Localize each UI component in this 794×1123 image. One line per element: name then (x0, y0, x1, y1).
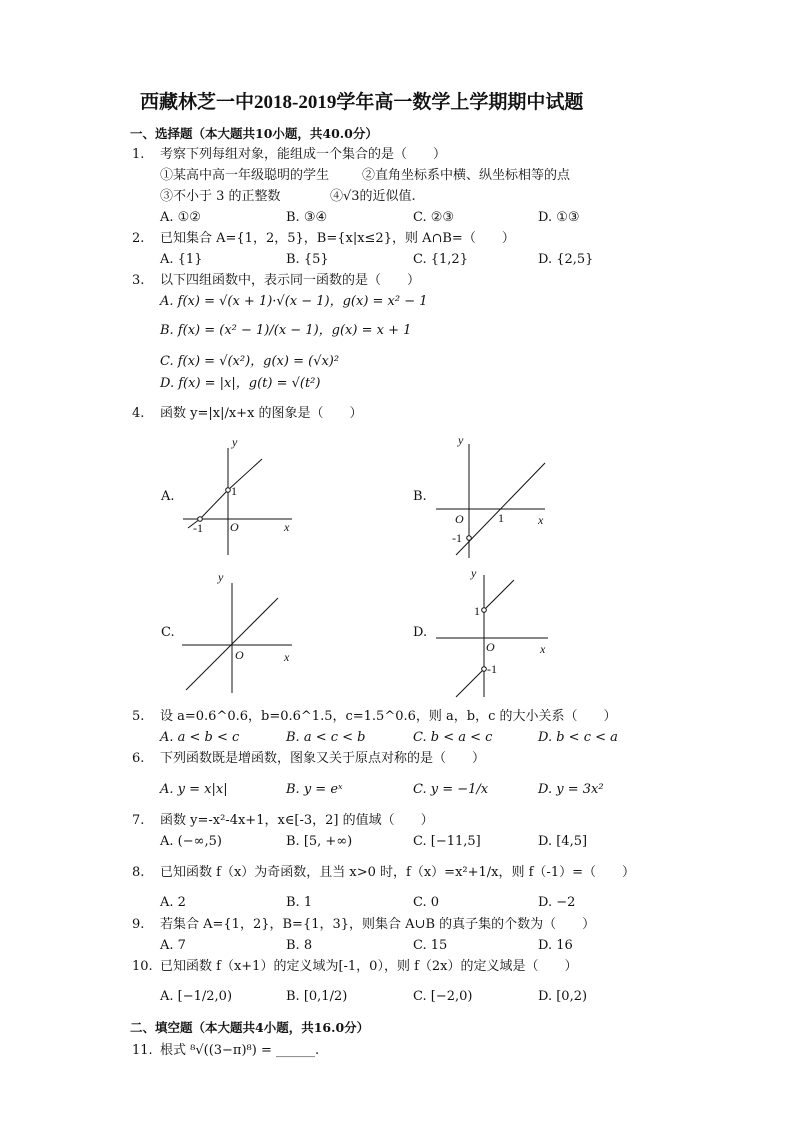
q1-item-1: ①某高中高一年级聪明的学生 (160, 168, 330, 183)
q5-option-a: A. a < b < c (160, 730, 240, 745)
q3-option-d: D. f(x) = |x|，g(t) = √(t²) (160, 376, 321, 391)
graph-a-origin: O (230, 520, 239, 534)
q5-option-b: B. a < c < b (286, 730, 366, 745)
q8-option-b: B. 1 (286, 895, 313, 910)
q1-item-3: ③不小于 3 的正整数 (160, 189, 281, 204)
graph-a-y-label: y (232, 435, 238, 449)
q10-option-b: B. [0,1/2) (286, 989, 348, 1004)
q6-option-b: B. y = eˣ (286, 782, 343, 797)
q7-option-c: C. [−11,5] (413, 834, 481, 849)
q2-option-d: D. {2,5} (538, 252, 594, 267)
q11-stem: 根式 ⁸√((3−π)⁸) = ______. (160, 1043, 320, 1058)
graph-d-y-label: y (471, 566, 477, 580)
q7-number: 7. (132, 813, 145, 828)
q3-option-a: A. f(x) = √(x + 1)·√(x − 1)，g(x) = x² − 1 (160, 294, 428, 309)
q5-option-d: D. b < c < a (538, 730, 618, 745)
graph-a-tick-1: 1 (231, 484, 237, 498)
q1-number: 1. (132, 147, 145, 162)
q10-option-a: A. [−1/2,0) (160, 989, 233, 1004)
q10-stem: 已知函数 f（x+1）的定义域为[-1，0），则 f（2x）的定义域是（ ） (160, 959, 578, 974)
q7-option-d: D. [4,5] (538, 834, 588, 849)
q5-stem: 设 a=0.6^0.6，b=0.6^1.5，c=1.5^0.6，则 a，b，c 的大小关系（ ） (160, 709, 617, 724)
q3-number: 3. (132, 273, 145, 288)
section-heading-choice: 一、选择题（本大题共10小题，共40.0分） (130, 126, 378, 141)
q3-option-c: C. f(x) = √(x²)，g(x) = (√x)² (160, 354, 340, 369)
page-title: 西藏林芝一中2018-2019学年高一数学上学期期中试题 (140, 92, 584, 113)
q6-option-d: D. y = 3x² (538, 782, 604, 797)
q2-number: 2. (132, 231, 145, 246)
q6-stem: 下列函数既是增函数，图象又关于原点对称的是（ ） (160, 751, 486, 766)
graph-c-origin: O (235, 648, 244, 662)
graph-c-x-label: x (284, 650, 290, 664)
graph-b-x-label: x (538, 513, 544, 527)
q4-option-c-label: C. (161, 625, 175, 640)
q2-stem: 已知集合 A={1，2，5}，B={x|x≤2}，则 A∩B=（ ） (160, 231, 515, 246)
q4-option-d-label: D. (413, 625, 428, 640)
graph-c-y-label: y (218, 570, 224, 584)
q10-number: 10. (132, 959, 153, 974)
q1-stem: 考察下列每组对象，能组成一个集合的是（ ） (160, 147, 447, 162)
q6-number: 6. (132, 751, 145, 766)
q4-stem: 函数 y=|x|/x+x 的图象是（ ） (160, 406, 363, 421)
q10-option-d: D. [0,2) (538, 989, 588, 1004)
q8-option-c: C. 0 (413, 895, 440, 910)
q5-number: 5. (132, 709, 145, 724)
graph-b-origin: O (455, 512, 464, 526)
q1-item-2: ②直角坐标系中横、纵坐标相等的点 (362, 168, 571, 183)
q7-option-b: B. [5, +∞) (286, 834, 353, 849)
q9-number: 9. (132, 917, 145, 932)
q4-option-a-label: A. (161, 489, 175, 504)
q7-stem: 函数 y=-x²-4x+1，x∈[-3，2] 的值域（ ） (160, 813, 434, 828)
graph-b-y-label: y (458, 433, 464, 447)
q10-option-c: C. [−2,0) (413, 989, 473, 1004)
q3-stem: 以下四组函数中，表示同一函数的是（ ） (160, 273, 421, 288)
q5-option-c: C. b < a < c (413, 730, 493, 745)
q2-option-b: B. {5} (286, 252, 329, 267)
q1-option-c: C. ②③ (413, 210, 455, 225)
q2-option-c: C. {1,2} (413, 252, 468, 267)
q8-number: 8. (132, 865, 145, 880)
graph-d-origin: O (486, 640, 495, 654)
q9-option-a: A. 7 (160, 938, 186, 953)
graph-d-tick-1: 1 (474, 604, 480, 618)
q9-option-b: B. 8 (286, 938, 313, 953)
q8-option-d: D. −2 (538, 895, 576, 910)
graph-a-tick-minus-1: -1 (193, 521, 203, 535)
q6-option-a: A. y = x|x| (160, 782, 228, 797)
q4-number: 4. (132, 406, 145, 421)
q6-option-c: C. y = −1/x (413, 782, 489, 797)
q11-number: 11. (132, 1043, 153, 1058)
q7-option-a: A. (−∞,5) (160, 834, 222, 849)
q1-item-4: ④√3的近似值. (330, 189, 416, 204)
graph-d-tick-minus-1: -1 (487, 662, 497, 676)
graph-b-tick-minus-1: -1 (452, 531, 462, 545)
q9-option-c: C. 15 (413, 938, 448, 953)
q1-option-a: A. ①② (160, 210, 201, 225)
q9-stem: 若集合 A={1，2}，B={1，3}，则集合 A∪B 的真子集的个数为（ ） (160, 917, 596, 932)
q2-option-a: A. {1} (160, 252, 203, 267)
q9-option-d: D. 16 (538, 938, 573, 953)
q3-option-b: B. f(x) = (x² − 1)/(x − 1)，g(x) = x + 1 (160, 323, 412, 338)
graph-a-x-label: x (284, 520, 290, 534)
q4-option-b-label: B. (413, 489, 427, 504)
q8-option-a: A. 2 (160, 895, 186, 910)
q8-stem: 已知函数 f（x）为奇函数，且当 x>0 时，f（x）=x²+1/x，则 f（-1）=（ ） (160, 865, 635, 880)
graph-d-x-label: x (540, 642, 546, 656)
q1-option-d: D. ①③ (538, 210, 580, 225)
graph-b-tick-1: 1 (498, 511, 504, 525)
q1-option-b: B. ③④ (286, 210, 328, 225)
section-heading-fill: 二、填空题（本大题共4小题，共16.0分） (130, 1020, 370, 1035)
